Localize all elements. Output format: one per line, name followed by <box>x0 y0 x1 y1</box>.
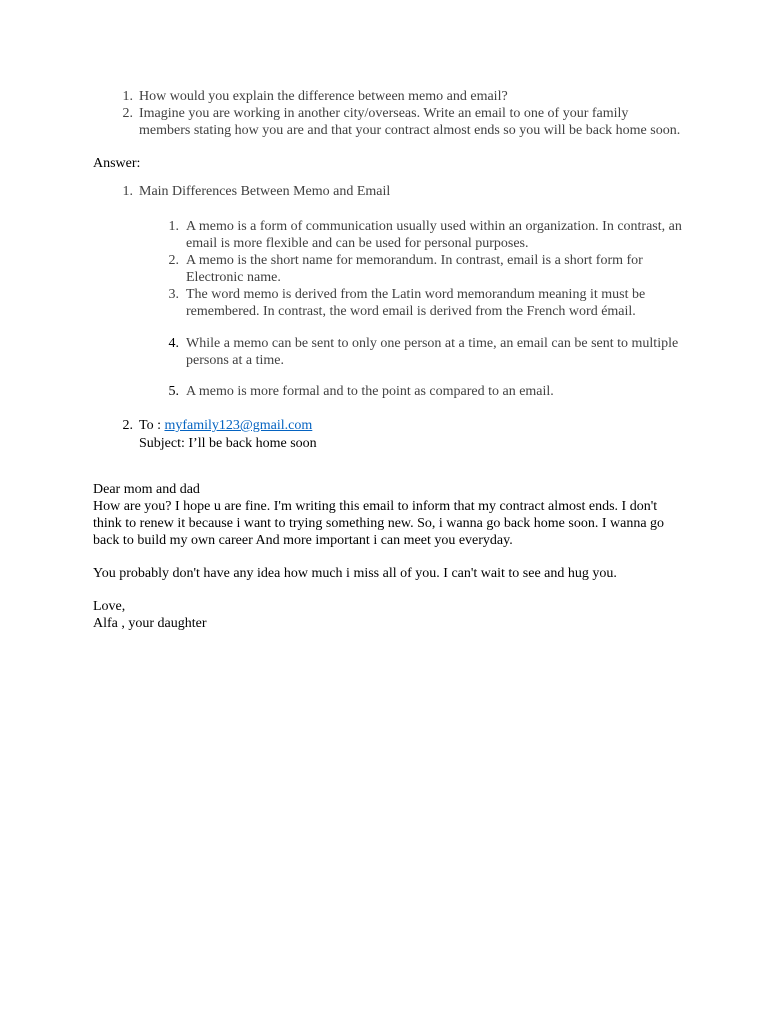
letter-paragraph-2: You probably don't have any idea how much i miss all of you. I can't wait to see and hug you. <box>93 566 617 581</box>
memo-point-4-number: 4. <box>168 336 179 351</box>
answer-1-number: 1. <box>122 184 133 199</box>
question-2-number: 2. <box>122 106 133 121</box>
memo-point-5 <box>93 383 683 400</box>
recipient-email-link[interactable]: myfamily123@gmail.com <box>164 418 313 433</box>
answer-1-heading <box>93 183 683 200</box>
subject-line <box>93 435 683 452</box>
letter-paragraph-1: How are you? I hope u are fine. I'm writing this email to inform that my contract almost ends. I don't think to renew it because i want to trying something new. So, i wanna go back home soon. I wanna go back to build my own career And more important i can meet you everyday. <box>93 499 665 548</box>
answer-2-number: 2. <box>122 418 133 433</box>
memo-point-1 <box>93 218 683 252</box>
question-1-number: 1. <box>122 89 133 104</box>
question-1 <box>93 88 683 105</box>
memo-point-3 <box>93 286 683 320</box>
memo-point-3-text: The word memo is derived from the Latin word memorandum meaning it must be remembered. In contrast, the word email is derived from the French word émail. <box>186 287 646 319</box>
to-label: To : <box>139 418 165 433</box>
question-1-text: How would you explain the difference between memo and email? <box>139 89 508 104</box>
memo-point-2-text: A memo is the short name for memorandum. In contrast, email is a short form for Electronic name. <box>186 253 643 285</box>
memo-point-4 <box>93 335 683 369</box>
subject-text: Subject: I’ll be back home soon <box>139 436 317 451</box>
answer-2-to-line <box>93 417 683 434</box>
answer-1-title: Main Differences Between Memo and Email <box>139 184 391 199</box>
memo-point-4-text: While a memo can be sent to only one person at a time, an email can be sent to multiple persons at a time. <box>186 336 679 368</box>
letter-closing: Love, <box>93 599 126 614</box>
letter-signature: Alfa , your daughter <box>93 616 207 631</box>
memo-point-1-number: 1. <box>168 219 179 234</box>
question-2-text: Imagine you are working in another city/overseas. Write an email to one of your family members stating how you are and that your contract almost ends so you will be back home soon. <box>139 106 681 138</box>
memo-point-5-number: 5. <box>168 384 179 399</box>
memo-point-5-text: A memo is more formal and to the point as compared to an email. <box>186 384 554 399</box>
answer-label: Answer: <box>93 156 141 171</box>
memo-point-3-number: 3. <box>168 287 179 302</box>
letter-greeting: Dear mom and dad <box>93 482 200 497</box>
document-page <box>93 88 683 632</box>
question-2 <box>93 105 683 139</box>
memo-point-2 <box>93 252 683 286</box>
memo-point-2-number: 2. <box>168 253 179 268</box>
memo-point-1-text: A memo is a form of communication usually used within an organization. In contrast, an email is more flexible and can be used for personal purposes. <box>186 219 682 251</box>
